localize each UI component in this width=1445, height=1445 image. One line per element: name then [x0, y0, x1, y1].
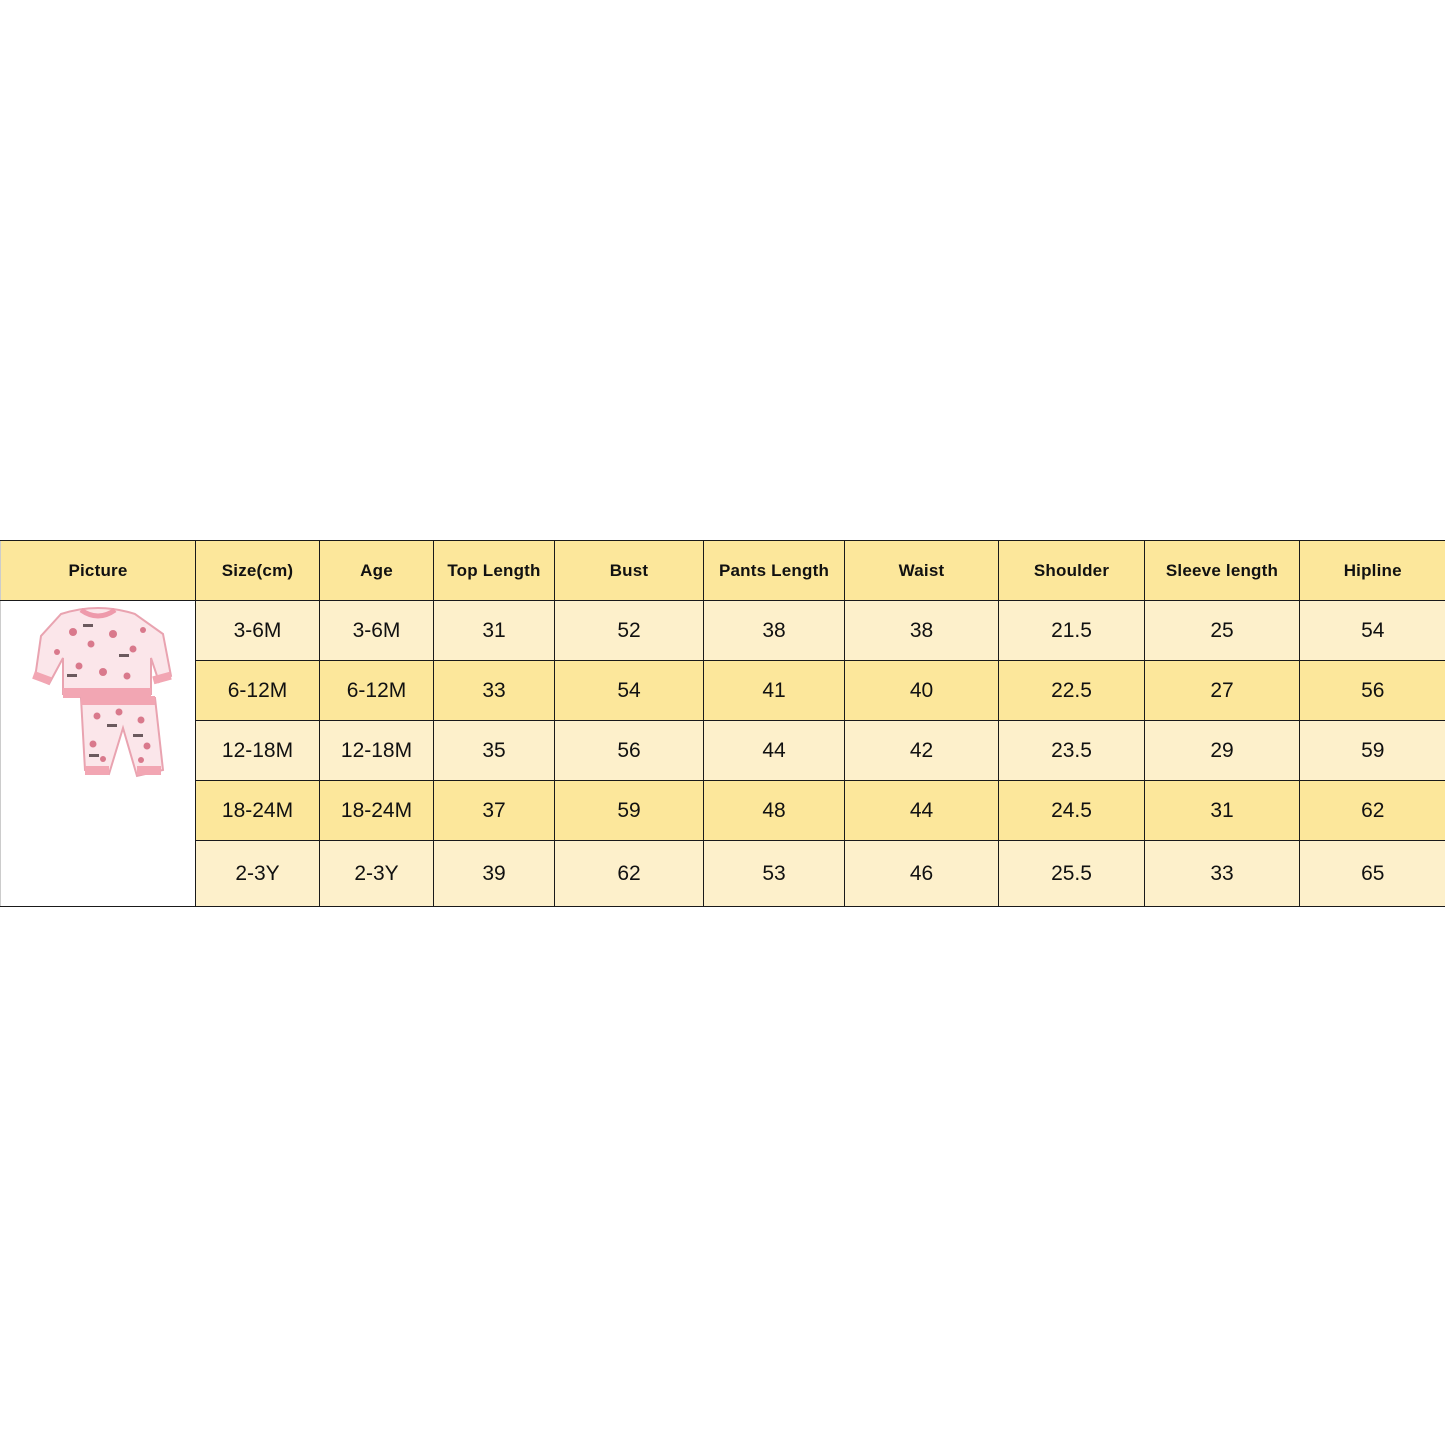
cell-sleeve-length: 25 — [1145, 601, 1300, 661]
cell-waist: 46 — [845, 841, 999, 907]
cell-top-length: 33 — [434, 661, 555, 721]
cell-shoulder: 22.5 — [999, 661, 1145, 721]
table-row — [1, 781, 1445, 841]
cell-sleeve-length: 29 — [1145, 721, 1300, 781]
cell-hipline: 56 — [1300, 661, 1445, 721]
table-row — [1, 661, 1445, 721]
cell-pants-length: 41 — [704, 661, 845, 721]
cell-shoulder: 24.5 — [999, 781, 1145, 841]
cell-size: 3-6M — [196, 601, 320, 661]
header-pants-length: Pants Length — [704, 541, 845, 601]
cell-bust: 62 — [555, 841, 704, 907]
cell-hipline: 62 — [1300, 781, 1445, 841]
cell-shoulder: 21.5 — [999, 601, 1145, 661]
header-sleeve-length: Sleeve length — [1145, 541, 1300, 601]
header-shoulder: Shoulder — [999, 541, 1145, 601]
header-age: Age — [320, 541, 434, 601]
header-top-length: Top Length — [434, 541, 555, 601]
cell-age: 18-24M — [320, 781, 434, 841]
cell-age: 3-6M — [320, 601, 434, 661]
cell-sleeve-length: 27 — [1145, 661, 1300, 721]
header-bust: Bust — [555, 541, 704, 601]
table-row — [1, 841, 1445, 907]
cell-sleeve-length: 31 — [1145, 781, 1300, 841]
product-picture-cell — [1, 601, 196, 907]
cell-top-length: 35 — [434, 721, 555, 781]
header-row — [1, 541, 1445, 601]
header-size: Size(cm) — [196, 541, 320, 601]
cell-bust: 56 — [555, 721, 704, 781]
table-row — [1, 721, 1445, 781]
cell-waist: 38 — [845, 601, 999, 661]
cell-top-length: 37 — [434, 781, 555, 841]
header-picture: Picture — [1, 541, 196, 601]
cell-pants-length: 44 — [704, 721, 845, 781]
cell-size: 6-12M — [196, 661, 320, 721]
cell-age: 6-12M — [320, 661, 434, 721]
cell-size: 12-18M — [196, 721, 320, 781]
cell-hipline: 54 — [1300, 601, 1445, 661]
header-waist: Waist — [845, 541, 999, 601]
cell-shoulder: 25.5 — [999, 841, 1145, 907]
cell-pants-length: 53 — [704, 841, 845, 907]
header-hipline: Hipline — [1300, 541, 1445, 601]
cell-hipline: 59 — [1300, 721, 1445, 781]
cell-top-length: 31 — [434, 601, 555, 661]
table-row — [1, 601, 1445, 661]
cell-pants-length: 48 — [704, 781, 845, 841]
cell-waist: 42 — [845, 721, 999, 781]
cell-size: 18-24M — [196, 781, 320, 841]
cell-age: 2-3Y — [320, 841, 434, 907]
pink-sweatshirt-and-pants-set-image — [23, 594, 173, 794]
cell-size: 2-3Y — [196, 841, 320, 907]
cell-bust: 59 — [555, 781, 704, 841]
cell-age: 12-18M — [320, 721, 434, 781]
cell-waist: 40 — [845, 661, 999, 721]
size-chart-table — [0, 540, 1445, 907]
cell-bust: 54 — [555, 661, 704, 721]
cell-pants-length: 38 — [704, 601, 845, 661]
cell-hipline: 65 — [1300, 841, 1445, 907]
cell-top-length: 39 — [434, 841, 555, 907]
cell-sleeve-length: 33 — [1145, 841, 1300, 907]
cell-shoulder: 23.5 — [999, 721, 1145, 781]
cell-bust: 52 — [555, 601, 704, 661]
cell-waist: 44 — [845, 781, 999, 841]
